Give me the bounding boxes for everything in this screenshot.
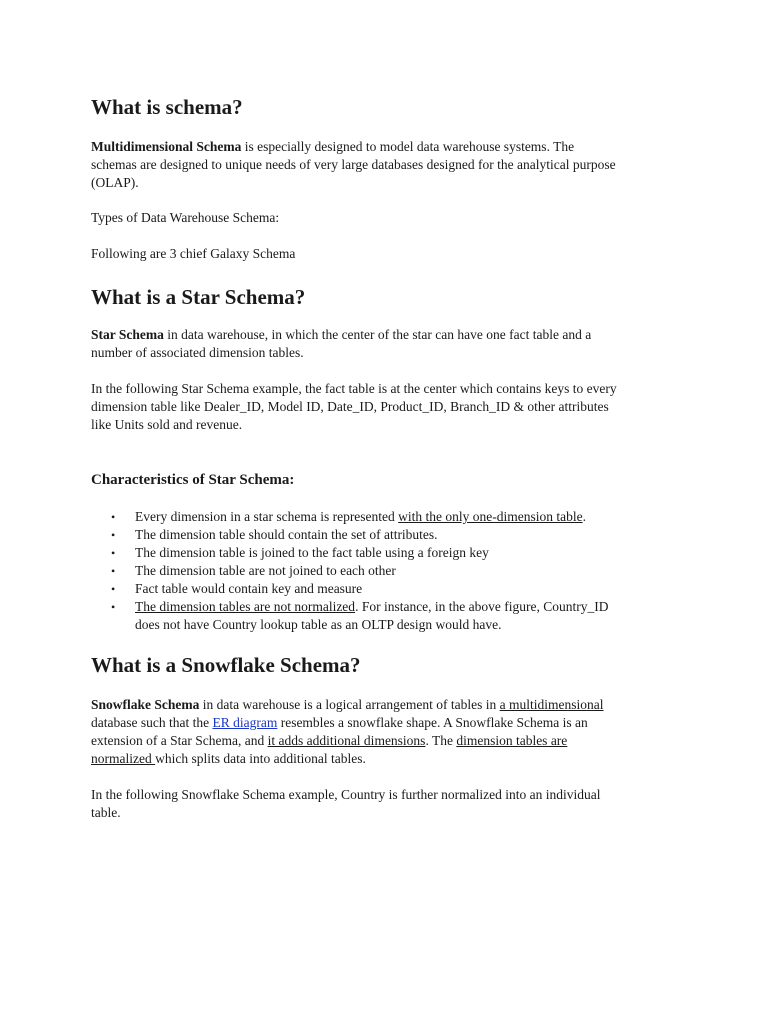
paragraph-star-schema-definition: Star Schema in data warehouse, in which the center of the star can have one fact table and a number of associated dimension tables.	[91, 327, 592, 360]
list-item: • The dimension table should contain the set of attributes.	[111, 527, 438, 542]
bullet-icon: •	[111, 528, 116, 542]
characteristics-list	[91, 508, 691, 634]
list-item: • Every dimension in a star schema is represented with the only one-dimension table.	[111, 509, 587, 524]
bullet-icon: •	[111, 582, 116, 596]
paragraph-galaxy-schema: Following are 3 chief Galaxy Schema	[91, 246, 296, 261]
bullet-icon: •	[111, 510, 116, 524]
list-item: • Fact table would contain key and measure	[111, 581, 363, 596]
paragraph-snowflake-example: In the following Snowflake Schema example, Country is further normalized into an individual table.	[91, 787, 601, 820]
link-additional-dimensions[interactable]: it adds additional dimensions	[267, 733, 426, 748]
link-normalized[interactable]: normalized	[91, 751, 156, 766]
heading-snowflake-schema: What is a Snowflake Schema?	[91, 653, 361, 677]
list-item: • The dimension table is joined to the fact table using a foreign key	[111, 545, 489, 560]
paragraph-multidimensional-schema: Multidimensional Schema is especially designed to model data warehouse systems. The schemas are designed to unique needs of very large databases designed for the analytical purpose (OLAP).	[91, 139, 616, 190]
link-one-dimension-table[interactable]: with the only one-dimension table	[398, 509, 583, 524]
heading-what-is-schema: What is schema?	[91, 95, 243, 119]
link-multidimensional[interactable]: a multidimensional	[499, 697, 604, 712]
bullet-icon: •	[111, 600, 116, 614]
link-dimension-tables-normalized[interactable]: dimension tables are	[456, 733, 568, 748]
heading-star-schema: What is a Star Schema?	[91, 285, 306, 309]
paragraph-snowflake-definition: Snowflake Schema in data warehouse is a logical arrangement of tables in a multidimensional database such that the ER diagram resembles a snowflake shape. A Snowflake Schema is an extension of a Star Schema, and it adds additional dimensions. The dimension tables are normalized which splits data into additional tables.	[91, 697, 604, 766]
paragraph-star-schema-example: In the following Star Schema example, the fact table is at the center which contains keys to every dimension table like Dealer_ID, Model ID, Date_ID, Product_ID, Branch_ID & other attributes like Units sold and revenue.	[91, 381, 617, 432]
term-snowflake-schema: Snowflake Schema	[91, 697, 200, 712]
list-item: • The dimension table are not joined to each other	[111, 563, 396, 578]
link-er-diagram[interactable]: ER diagram	[212, 715, 278, 730]
list-item: • The dimension tables are not normalized. For instance, in the above figure, Country_ID does not have Country lookup table as an OLTP design would have.	[111, 599, 609, 632]
bullet-icon: •	[111, 564, 116, 578]
term-star-schema: Star Schema	[91, 327, 164, 342]
paragraph-types-of-schema: Types of Data Warehouse Schema:	[91, 210, 280, 225]
link-not-normalized[interactable]: The dimension tables are not normalized	[135, 599, 356, 614]
heading-characteristics-star-schema: Characteristics of Star Schema:	[91, 472, 295, 488]
term-multidimensional-schema: Multidimensional Schema	[91, 139, 242, 154]
bullet-icon: •	[111, 546, 116, 560]
